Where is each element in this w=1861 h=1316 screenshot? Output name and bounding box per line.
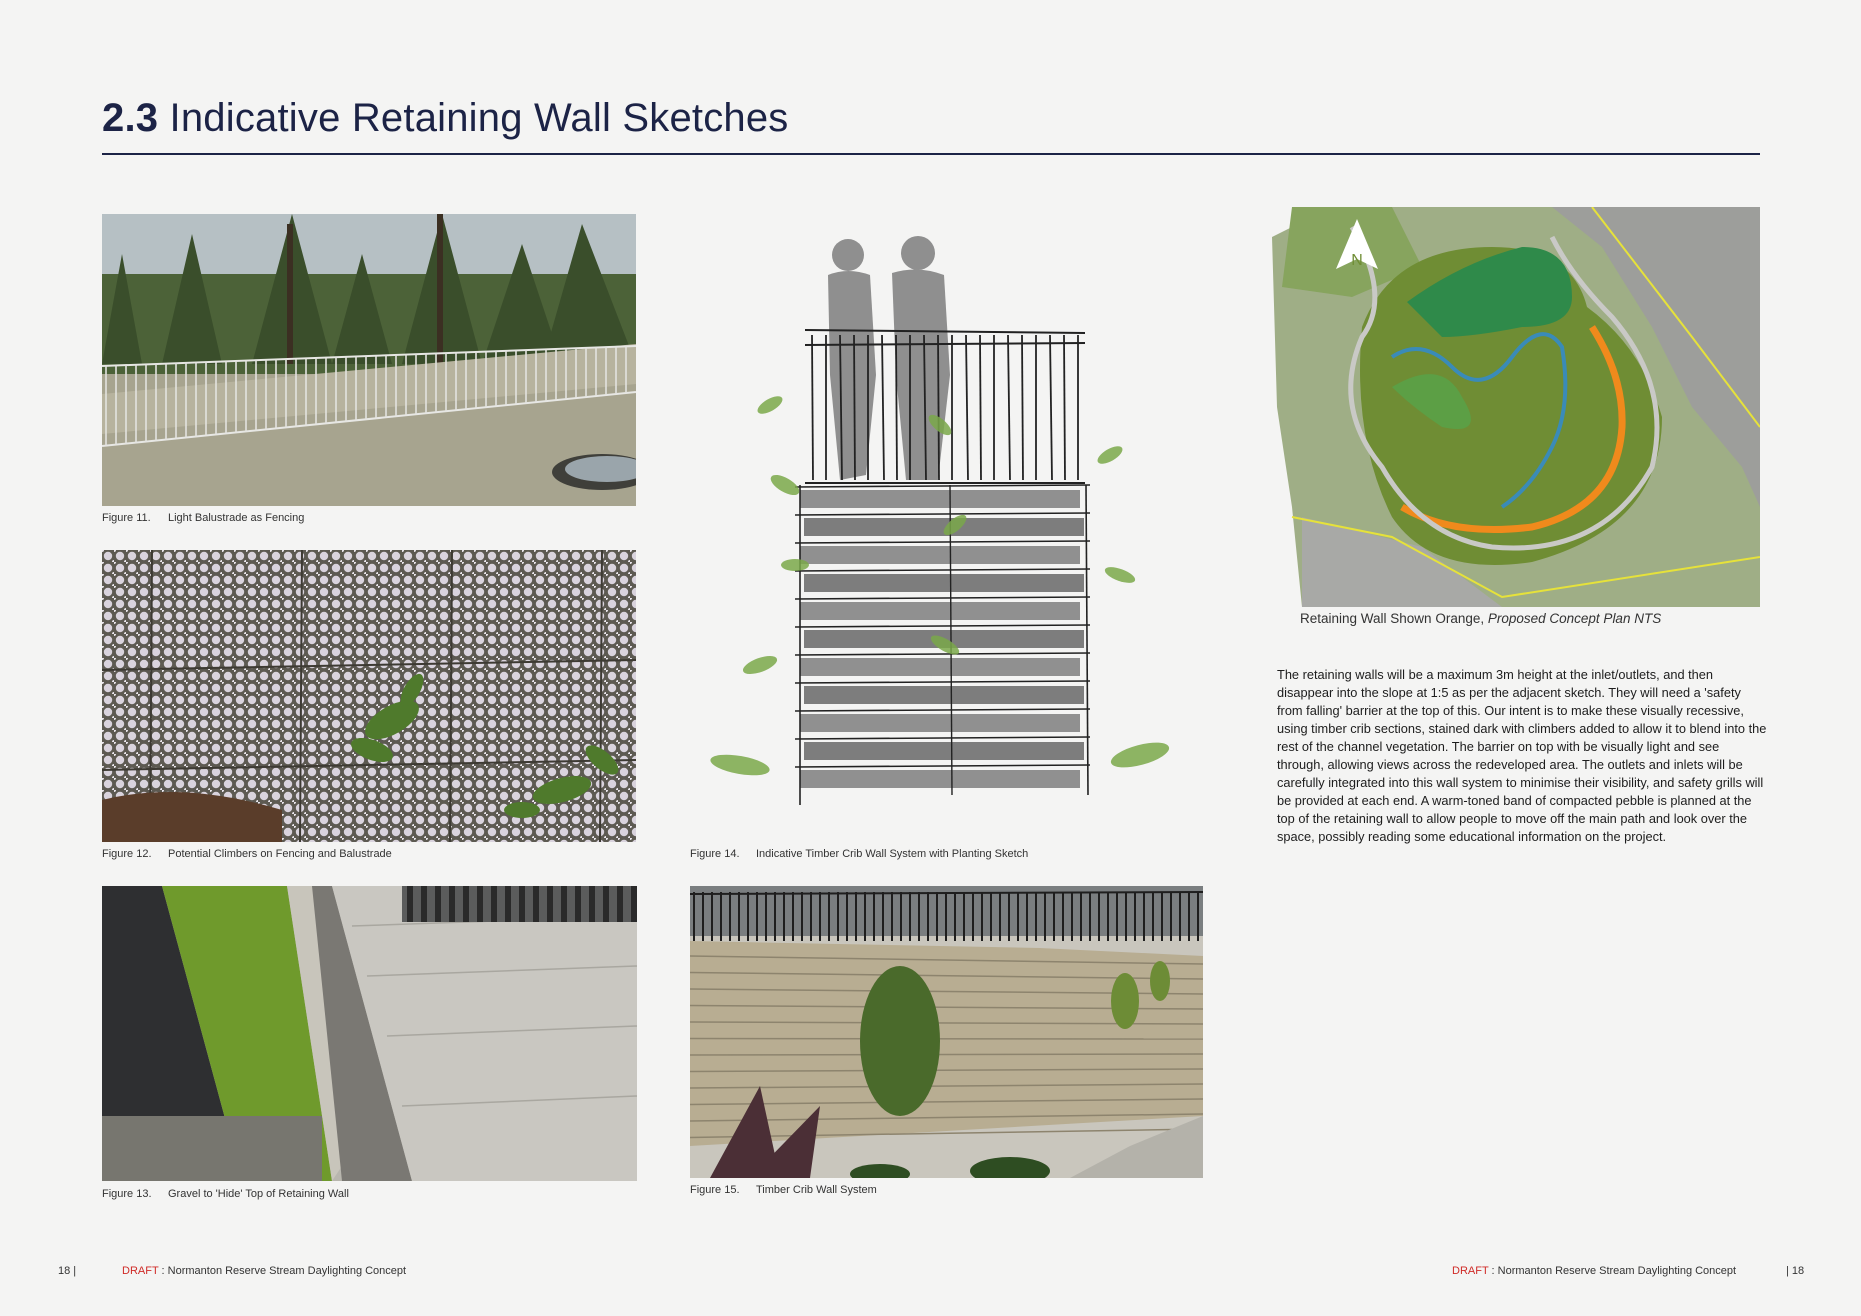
figure-15-image — [690, 886, 1203, 1178]
description-paragraph: The retaining walls will be a maximum 3m height at the inlet/outlets, and then disappear into the slope at 1:5 as per the adjacent sketch. They will need a 'safety from falling' barrier at the top of this. Our intent is to make these visually recessive, using timber crib sections, stained dark with climbers added to allow it to blend into the rest of the channel vegetation. The barrier on top with be visually light and see through, allowing views across the redeveloped area. The outlets and inlets will be carefully integrated into this wall system to minimise their visibility, and safety grills will be provided at each end. A warm-toned band of compacted pebble is planned at the top of the retaining wall to allow people to move off the main path and look over the space, possibly reading some educational information on the project. — [1277, 667, 1767, 844]
figure-15-caption: Figure 15. Timber Crib Wall System — [690, 1184, 877, 1196]
section-number: 2.3 — [102, 96, 159, 140]
figure-11-image — [102, 214, 636, 506]
figure-14-sketch — [700, 225, 1180, 835]
map-caption: Retaining Wall Shown Orange, Proposed Concept Plan NTS — [1300, 611, 1662, 626]
figure-12-image — [102, 550, 636, 842]
title-divider — [102, 153, 1760, 155]
figure-13-caption: Figure 13. Gravel to 'Hide' Top of Retaining Wall — [102, 1188, 349, 1200]
figure-13-image — [102, 886, 637, 1181]
footer-left-page-number: 18 | — [58, 1265, 77, 1277]
figure-12-caption: Figure 12. Potential Climbers on Fencing and Balustrade — [102, 848, 392, 860]
footer-right-title: DRAFT : Normanton Reserve Stream Daylighting Concept — [1452, 1265, 1737, 1277]
section-title: Indicative Retaining Wall Sketches — [169, 96, 789, 140]
svg-text:N: N — [1351, 252, 1363, 269]
figure-14-caption: Figure 14. Indicative Timber Crib Wall System with Planting Sketch — [690, 848, 1029, 860]
figure-11-caption: Figure 11. Light Balustrade as Fencing — [102, 512, 305, 524]
footer-right-page-number: | 18 — [1786, 1265, 1805, 1277]
footer-left-title: DRAFT : Normanton Reserve Stream Daylighting Concept — [122, 1265, 407, 1277]
page-title — [102, 96, 789, 141]
concept-plan-map — [1272, 207, 1760, 607]
